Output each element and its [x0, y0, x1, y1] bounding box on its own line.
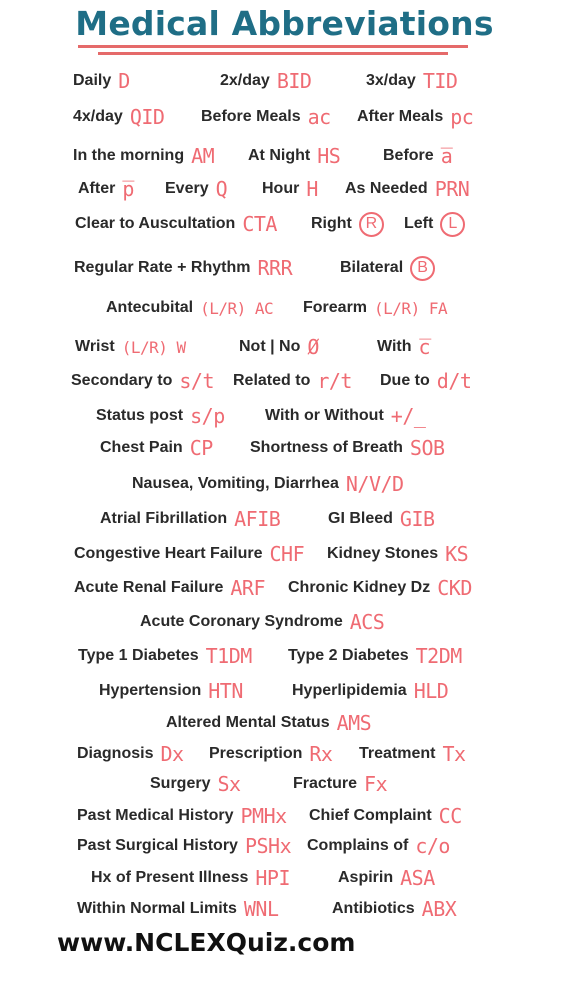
abbreviation-entry: [265, 400, 425, 432]
term-label: Chronic Kidney Dz: [288, 579, 431, 596]
term-label: Past Surgical History: [77, 837, 238, 854]
abbreviation-entry: [71, 365, 214, 397]
page-title: Medical Abbreviations: [75, 4, 494, 43]
abbreviation-row: [0, 738, 569, 770]
term-label: Bilateral: [340, 259, 404, 276]
abbreviation-entry: [100, 432, 213, 464]
abbreviation-row: [0, 331, 569, 363]
abbreviation-entry: [140, 606, 384, 638]
abbreviation-entry: [311, 208, 384, 240]
abbreviation-code: d/t: [436, 369, 472, 393]
abbreviation-entry: [73, 101, 164, 133]
term-label: After Meals: [357, 108, 444, 125]
term-label: Clear to Auscultation: [75, 215, 236, 232]
abbreviation-code: B: [410, 256, 435, 281]
abbreviation-row: [0, 468, 569, 500]
term-label: 3x/day: [366, 72, 416, 89]
abbreviation-entry: [74, 538, 304, 570]
abbreviation-entry: [201, 101, 331, 133]
abbreviation-code: p̅: [122, 177, 134, 201]
term-label: Daily: [73, 72, 112, 89]
term-label: Every: [165, 180, 209, 197]
abbreviation-code: Ø: [307, 335, 319, 359]
term-label: Fracture: [293, 775, 358, 792]
abbreviation-entry: [338, 862, 435, 894]
abbreviation-row: [0, 830, 569, 862]
abbreviation-entry: [77, 800, 287, 832]
abbreviation-row: [0, 893, 569, 925]
abbreviation-code: AMS: [336, 711, 372, 735]
abbreviation-code: ac: [307, 105, 331, 129]
term-label: 4x/day: [73, 108, 123, 125]
abbreviation-row: [0, 572, 569, 604]
term-label: Wrist: [75, 338, 115, 355]
abbreviation-code: T2DM: [415, 644, 462, 668]
abbreviation-code: Dx: [160, 742, 184, 766]
abbreviation-code: Sx: [217, 772, 241, 796]
abbreviation-row: [0, 800, 569, 832]
term-label: With or Without: [265, 407, 384, 424]
term-label: With: [377, 338, 412, 355]
abbreviation-row: [0, 503, 569, 535]
abbreviation-row: [0, 140, 569, 172]
abbreviation-code: HLD: [413, 679, 449, 703]
abbreviation-entry: [293, 768, 387, 800]
term-label: Regular Rate + Rhythm: [74, 259, 251, 276]
abbreviation-row: [0, 400, 569, 432]
abbreviation-code: CKD: [437, 576, 472, 600]
title-rule-bottom: [98, 52, 448, 55]
term-label: After: [78, 180, 116, 197]
term-label: Due to: [380, 372, 430, 389]
abbreviation-code: CP: [189, 436, 213, 460]
abbreviation-entry: [220, 65, 311, 97]
term-label: Past Medical History: [77, 807, 234, 824]
abbreviation-entry: [404, 208, 465, 240]
abbreviation-entry: [380, 365, 471, 397]
term-label: Hour: [262, 180, 300, 197]
abbreviation-row: [0, 862, 569, 894]
term-label: Acute Renal Failure: [74, 579, 224, 596]
abbreviation-entry: [366, 65, 457, 97]
term-label: Type 2 Diabetes: [288, 647, 409, 664]
term-label: GI Bleed: [328, 510, 393, 527]
term-label: Atrial Fibrillation: [100, 510, 228, 527]
abbreviation-row: [0, 101, 569, 133]
term-label: Hyperlipidemia: [292, 682, 407, 699]
abbreviation-entry: [288, 572, 472, 604]
abbreviation-entry: [96, 400, 225, 432]
term-label: Shortness of Breath: [250, 439, 403, 456]
abbreviation-code: pc: [450, 105, 474, 129]
abbreviation-row: [0, 538, 569, 570]
abbreviation-entry: [340, 252, 435, 284]
abbreviation-entry: [303, 292, 447, 324]
abbreviation-code: RRR: [257, 256, 293, 280]
abbreviation-code: HS: [317, 144, 341, 168]
abbreviation-code: PRN: [434, 177, 470, 201]
abbreviation-code: Q: [215, 177, 228, 201]
term-label: Hx of Present Illness: [91, 869, 249, 886]
abbreviation-entry: [166, 707, 371, 739]
abbreviation-code: c/o: [415, 834, 450, 858]
abbreviation-code: Fx: [364, 772, 388, 796]
abbreviation-entry: [99, 675, 243, 707]
abbreviation-code: AM: [191, 144, 215, 168]
abbreviation-entry: [377, 331, 430, 363]
abbreviation-entry: [383, 140, 452, 172]
term-label: Treatment: [359, 745, 436, 762]
term-label: Antecubital: [106, 299, 194, 316]
term-label: Prescription: [209, 745, 303, 762]
abbreviation-code: CHF: [269, 542, 305, 566]
abbreviation-entry: [345, 173, 469, 205]
title-rule-top: [78, 45, 468, 48]
abbreviation-code: R: [359, 212, 384, 237]
abbreviation-code: N/V/D: [345, 472, 404, 496]
term-label: Chest Pain: [100, 439, 183, 456]
abbreviation-code: +/_: [390, 404, 426, 428]
abbreviation-entry: [91, 862, 290, 894]
term-label: Antibiotics: [332, 900, 415, 917]
abbreviation-row: [0, 432, 569, 464]
abbreviation-code: a̅: [440, 144, 453, 168]
abbreviation-code: r/t: [317, 369, 352, 393]
abbreviation-code: (L/R) FA: [374, 298, 448, 318]
abbreviation-entry: [288, 640, 462, 672]
abbreviation-row: [0, 768, 569, 800]
abbreviation-entry: [75, 208, 277, 240]
abbreviation-entry: [165, 173, 227, 205]
abbreviation-code: SOB: [409, 436, 445, 460]
abbreviation-code: PMHx: [240, 804, 287, 828]
abbreviation-entry: [359, 738, 466, 770]
term-label: In the morning: [73, 147, 185, 164]
term-label: Congestive Heart Failure: [74, 545, 263, 562]
abbreviation-code: PSHx: [244, 834, 292, 858]
term-label: Status post: [96, 407, 184, 424]
abbreviation-row: [0, 606, 569, 638]
abbreviation-code: L: [440, 212, 465, 237]
abbreviation-code: HPI: [255, 866, 291, 890]
abbreviation-entry: [150, 768, 241, 800]
abbreviation-entry: [233, 365, 352, 397]
abbreviation-code: D: [118, 69, 130, 93]
abbreviation-entry: [77, 738, 184, 770]
abbreviation-entry: [250, 432, 445, 464]
abbreviation-entry: [74, 572, 265, 604]
term-label: Right: [311, 215, 352, 232]
abbreviation-row: [0, 173, 569, 205]
abbreviation-row: [0, 208, 569, 240]
term-label: Altered Mental Status: [166, 714, 330, 731]
abbreviation-code: Tx: [442, 742, 466, 766]
abbreviation-code: s/p: [190, 404, 225, 428]
abbreviation-code: AFIB: [234, 507, 281, 531]
term-label: Nausea, Vomiting, Diarrhea: [132, 475, 339, 492]
abbreviation-entry: [78, 640, 252, 672]
term-label: Not | No: [239, 338, 301, 355]
abbreviation-code: T1DM: [205, 644, 252, 668]
abbreviation-code: ACS: [349, 610, 385, 634]
term-label: At Night: [248, 147, 311, 164]
abbreviation-entry: [75, 331, 186, 363]
abbreviation-entry: [100, 503, 280, 535]
abbreviation-code: GIB: [399, 507, 435, 531]
abbreviation-entry: [73, 65, 130, 97]
abbreviation-row: [0, 292, 569, 324]
abbreviation-entry: [132, 468, 404, 500]
abbreviation-entry: [239, 331, 319, 363]
term-label: Before: [383, 147, 434, 164]
term-label: Acute Coronary Syndrome: [140, 613, 343, 630]
term-label: Secondary to: [71, 372, 173, 389]
term-label: Chief Complaint: [309, 807, 432, 824]
term-label: Related to: [233, 372, 311, 389]
abbreviation-code: CC: [438, 804, 462, 828]
term-label: Complains of: [307, 837, 409, 854]
abbreviation-code: BID: [276, 69, 312, 93]
abbreviation-code: ARF: [230, 576, 265, 600]
abbreviation-entry: [309, 800, 462, 832]
abbreviation-code: WNL: [243, 897, 279, 921]
abbreviation-code: H: [306, 177, 318, 201]
term-label: Forearm: [303, 299, 368, 316]
abbreviation-entry: [248, 140, 340, 172]
term-label: Within Normal Limits: [77, 900, 237, 917]
abbreviation-entry: [77, 893, 278, 925]
footer-website: www.NCLEXQuiz.com: [57, 928, 356, 957]
term-label: Surgery: [150, 775, 211, 792]
abbreviation-code: ASA: [400, 866, 435, 890]
abbreviation-entry: [77, 830, 291, 862]
abbreviation-entry: [327, 538, 468, 570]
abbreviation-row: [0, 65, 569, 97]
term-label: Left: [404, 215, 434, 232]
term-label: Hypertension: [99, 682, 202, 699]
abbreviation-code: Rx: [309, 742, 333, 766]
term-label: Diagnosis: [77, 745, 154, 762]
abbreviation-entry: [106, 292, 273, 324]
abbreviation-entry: [209, 738, 332, 770]
abbreviation-entry: [328, 503, 435, 535]
term-label: Kidney Stones: [327, 545, 439, 562]
abbreviation-row: [0, 365, 569, 397]
abbreviation-code: HTN: [208, 679, 243, 703]
abbreviation-entry: [74, 252, 292, 284]
term-label: Aspirin: [338, 869, 394, 886]
abbreviation-row: [0, 707, 569, 739]
abbreviation-code: (L/R) W: [121, 337, 186, 357]
abbreviation-code: QID: [129, 105, 165, 129]
abbreviation-entry: [307, 830, 450, 862]
abbreviation-code: CTA: [242, 212, 277, 236]
abbreviation-code: c̅: [418, 335, 431, 359]
abbreviation-entry: [332, 893, 456, 925]
abbreviation-entry: [78, 173, 134, 205]
abbreviation-code: (L/R) AC: [200, 298, 274, 318]
abbreviation-code: TID: [422, 69, 458, 93]
abbreviation-entry: [262, 173, 318, 205]
abbreviation-row: [0, 675, 569, 707]
term-label: As Needed: [345, 180, 428, 197]
abbreviation-row: [0, 252, 569, 284]
term-label: Before Meals: [201, 108, 301, 125]
abbreviation-entry: [292, 675, 448, 707]
term-label: Type 1 Diabetes: [78, 647, 199, 664]
abbreviation-entry: [73, 140, 214, 172]
abbreviation-code: KS: [445, 542, 469, 566]
abbreviation-entry: [357, 101, 473, 133]
abbreviation-code: ABX: [421, 897, 457, 921]
term-label: 2x/day: [220, 72, 270, 89]
abbreviation-code: s/t: [179, 369, 214, 393]
abbreviation-row: [0, 640, 569, 672]
